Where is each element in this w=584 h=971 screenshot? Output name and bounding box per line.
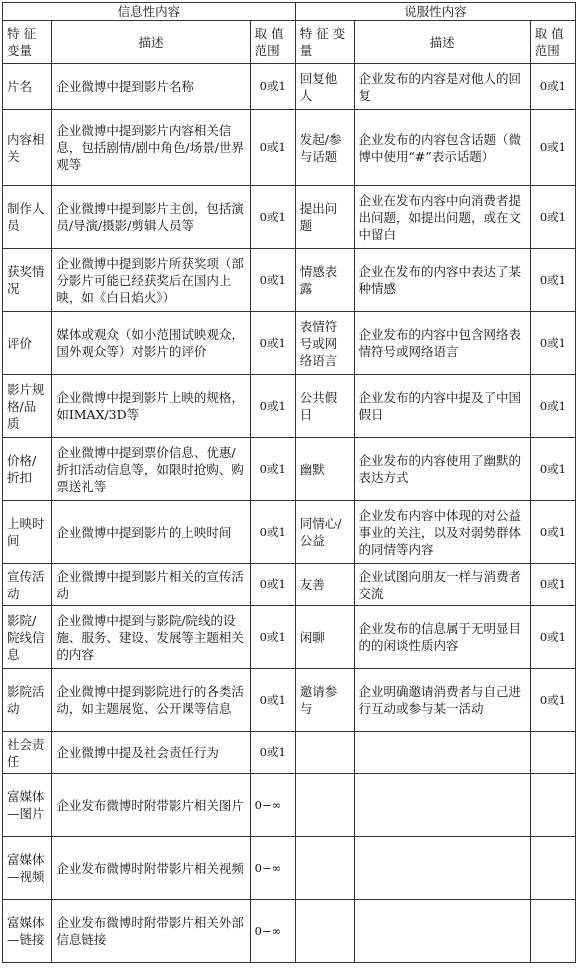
range-cell: 0或1 — [530, 501, 575, 564]
description-cell: 企业微博中提到票价信息、优惠/折扣活动信息等，如限时抢购、购票送礼等 — [52, 438, 250, 501]
group-persuasive-header: 说服性内容 — [295, 3, 575, 21]
feature-cell: 上映时间 — [3, 501, 52, 564]
range-cell: 0−∞ — [250, 900, 295, 963]
feature-cell: 价格/折扣 — [3, 438, 52, 501]
description-cell: 企业微博中提到影片上映的规格，如IMAX/3D等 — [52, 375, 250, 438]
table-row — [3, 669, 576, 732]
description-cell: 企业微博中提到影片名称 — [52, 64, 250, 110]
feature-cell: 表情符号或网络语言 — [295, 312, 354, 375]
feature-cell: 影片规格/品质 — [3, 375, 52, 438]
table-row — [3, 249, 576, 312]
feature-cell: 闲聊 — [295, 606, 354, 669]
group-info-header: 信息性内容 — [3, 3, 296, 21]
range-cell: 0或1 — [250, 564, 295, 606]
range-header-persuasive: 取 值 范围 — [530, 21, 575, 64]
feature-header-info: 特 征 变量 — [3, 21, 52, 64]
description-cell — [354, 732, 530, 774]
description-cell: 企业发布的内容中包含网络表情符号或网络语言 — [354, 312, 530, 375]
description-cell: 企业发布微博时附带影片相关图片 — [52, 774, 250, 837]
range-cell: 0或1 — [530, 312, 575, 375]
range-cell: 0或1 — [250, 375, 295, 438]
range-cell: 0−∞ — [250, 837, 295, 900]
range-cell: 0或1 — [250, 110, 295, 186]
range-cell: 0或1 — [530, 606, 575, 669]
table-row — [3, 186, 576, 249]
range-cell: 0或1 — [530, 375, 575, 438]
description-cell: 企业发布的内容中提及了中国假日 — [354, 375, 530, 438]
range-cell: 0或1 — [250, 669, 295, 732]
feature-cell: 获奖情况 — [3, 249, 52, 312]
feature-cell: 友善 — [295, 564, 354, 606]
description-cell: 企业微博中提到影片的上映时间 — [52, 501, 250, 564]
feature-variable-table — [2, 2, 576, 963]
feature-cell: 富媒体—视频 — [3, 837, 52, 900]
range-cell: 0或1 — [250, 501, 295, 564]
table-row — [3, 501, 576, 564]
range-cell: 0或1 — [250, 606, 295, 669]
description-cell: 企业发布的内容包含话题（微博中使用“#”表示话题） — [354, 110, 530, 186]
description-cell: 企业在发布的内容中表达了某种情感 — [354, 249, 530, 312]
range-cell: 0或1 — [530, 186, 575, 249]
feature-cell: 评价 — [3, 312, 52, 375]
range-cell — [530, 732, 575, 774]
description-cell: 企业发布微博时附带影片相关外部信息链接 — [52, 900, 250, 963]
description-cell: 企业微博中提到影片主创，包括演员/导演/摄影/剪辑人员等 — [52, 186, 250, 249]
column-header-row — [3, 21, 576, 64]
feature-cell — [295, 837, 354, 900]
range-cell: 0或1 — [250, 186, 295, 249]
range-cell: 0或1 — [250, 438, 295, 501]
feature-cell: 社会责任 — [3, 732, 52, 774]
range-cell: 0或1 — [530, 438, 575, 501]
description-cell — [354, 837, 530, 900]
table-body — [3, 64, 576, 963]
description-cell: 企业微博中提到影院进行的各类活动，如主题展览、公开课等信息 — [52, 669, 250, 732]
feature-cell: 幽默 — [295, 438, 354, 501]
table-row — [3, 438, 576, 501]
range-cell: 0或1 — [250, 249, 295, 312]
feature-cell: 宣传活动 — [3, 564, 52, 606]
range-cell: 0或1 — [250, 312, 295, 375]
description-cell: 企业明确邀请消费者与自己进行互动或参与某一活动 — [354, 669, 530, 732]
description-cell: 企业在发布内容中向消费者提出问题，如提出问题，或在文中留白 — [354, 186, 530, 249]
desc-header-info: 描述 — [52, 21, 250, 64]
description-cell: 企业微博中提到影片所获奖项（部分影片可能已经获奖后在国内上映，如《白日焰火》） — [52, 249, 250, 312]
range-cell: 0或1 — [530, 249, 575, 312]
feature-cell: 富媒体—图片 — [3, 774, 52, 837]
feature-cell: 回复他人 — [295, 64, 354, 110]
feature-cell: 影院/院线信息 — [3, 606, 52, 669]
feature-cell — [295, 774, 354, 837]
table-row — [3, 64, 576, 110]
range-cell — [530, 837, 575, 900]
range-cell — [530, 774, 575, 837]
table-row — [3, 312, 576, 375]
table-row — [3, 732, 576, 774]
feature-cell: 提出问题 — [295, 186, 354, 249]
description-cell: 企业发布的内容使用了幽默的表达方式 — [354, 438, 530, 501]
group-header-row — [3, 3, 576, 21]
description-cell: 企业发布内容中体现的对公益事业的关注，以及对弱势群体的同情等内容 — [354, 501, 530, 564]
range-cell: 0或1 — [530, 64, 575, 110]
table-row — [3, 606, 576, 669]
range-cell: 0或1 — [250, 64, 295, 110]
feature-cell: 邀请参与 — [295, 669, 354, 732]
document — [2, 2, 576, 963]
description-cell: 企业发布微博时附带影片相关视频 — [52, 837, 250, 900]
description-cell — [354, 774, 530, 837]
description-cell: 企业微博中提到影片内容相关信息，包括剧情/剧中角色/场景/世界观等 — [52, 110, 250, 186]
description-cell: 企业发布的信息属于无明显目的的闲谈性质内容 — [354, 606, 530, 669]
feature-cell: 情感表露 — [295, 249, 354, 312]
description-cell: 企业微博中提及社会责任行为 — [52, 732, 250, 774]
range-cell — [530, 900, 575, 963]
range-cell: 0或1 — [530, 110, 575, 186]
feature-cell — [295, 900, 354, 963]
feature-cell: 内容相关 — [3, 110, 52, 186]
feature-cell: 发起/参与话题 — [295, 110, 354, 186]
desc-header-persuasive: 描述 — [354, 21, 530, 64]
description-cell: 企业微博中提到影片相关的宣传活动 — [52, 564, 250, 606]
description-cell: 企业试图向朋友一样与消费者交流 — [354, 564, 530, 606]
range-header-info: 取 值 范围 — [250, 21, 295, 64]
feature-cell: 影院活动 — [3, 669, 52, 732]
table-row — [3, 900, 576, 963]
description-cell: 企业发布的内容是对他人的回复 — [354, 64, 530, 110]
range-cell: 0−∞ — [250, 774, 295, 837]
table-row — [3, 110, 576, 186]
feature-cell: 公共假日 — [295, 375, 354, 438]
feature-cell — [295, 732, 354, 774]
feature-cell: 制作人员 — [3, 186, 52, 249]
table-row — [3, 774, 576, 837]
description-cell — [354, 900, 530, 963]
range-cell: 0或1 — [530, 564, 575, 606]
description-cell: 企业微博中提到与影院/院线的设施、服务、建设、发展等主题相关的内容 — [52, 606, 250, 669]
feature-cell: 片名 — [3, 64, 52, 110]
table-row — [3, 375, 576, 438]
feature-cell: 富媒体—链接 — [3, 900, 52, 963]
description-cell: 媒体或观众（如小范围试映观众，国外观众等）对影片的评价 — [52, 312, 250, 375]
table-row — [3, 564, 576, 606]
table-row — [3, 837, 576, 900]
range-cell: 0或1 — [530, 669, 575, 732]
range-cell: 0或1 — [250, 732, 295, 774]
feature-header-persuasive: 特 征 变量 — [295, 21, 354, 64]
feature-cell: 同情心/公益 — [295, 501, 354, 564]
